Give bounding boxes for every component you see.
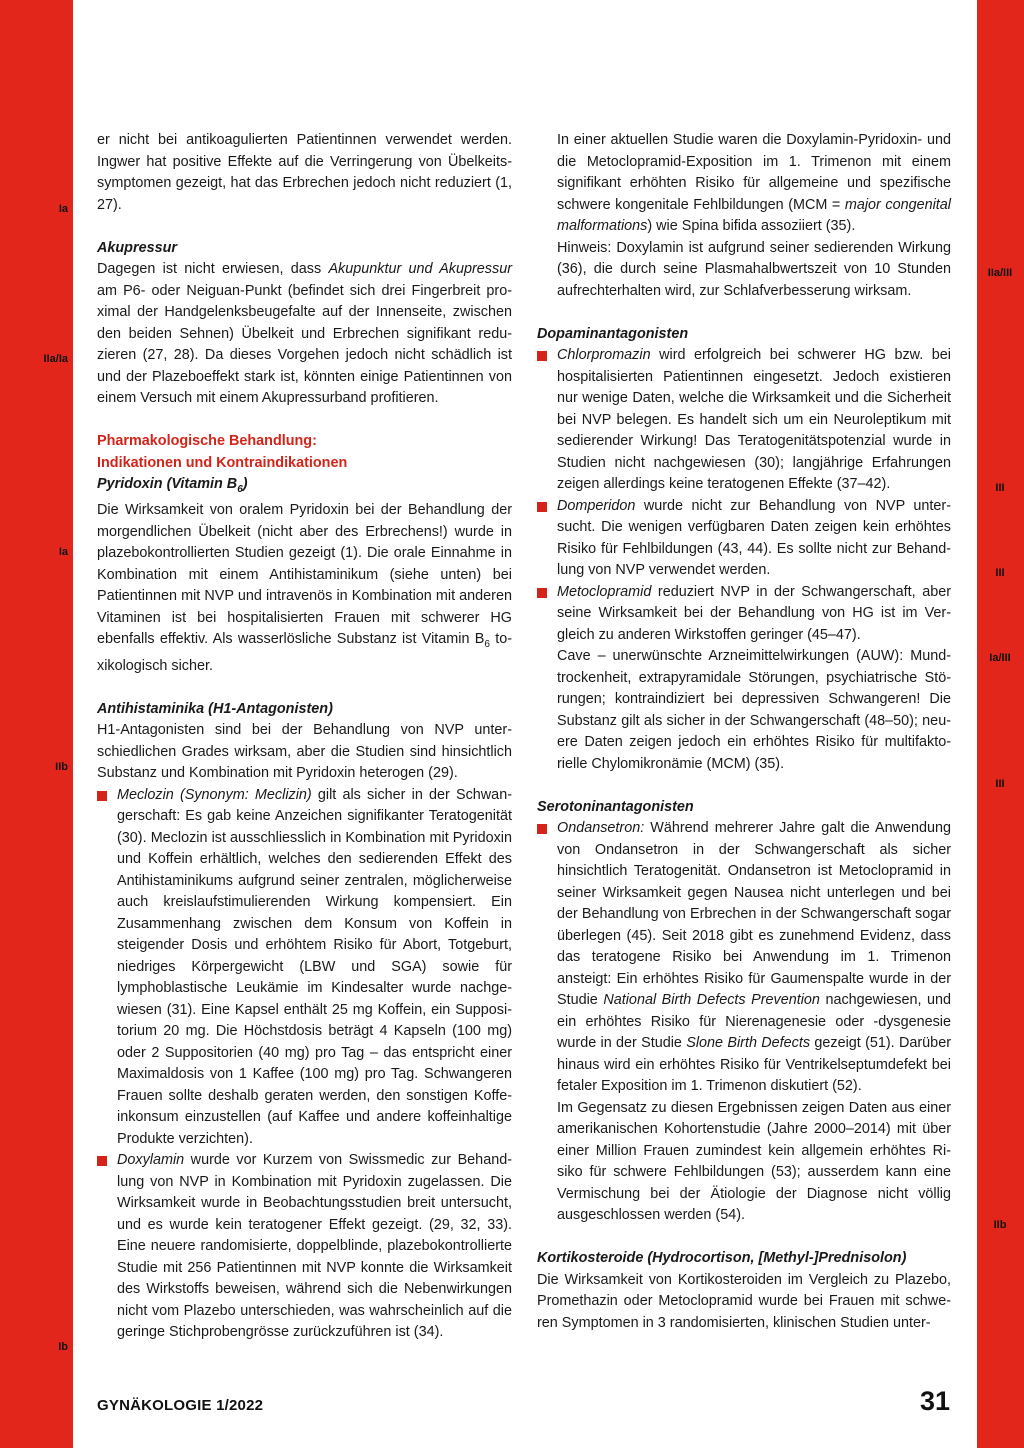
paragraph: Die Wirksamkeit von oralem Pyridoxin bei der Behandlung der morgendlichen Übelkeit (nicht aber des Erbrechens!) wurde in plazebokontrollierten Studien gezeigt (1). Die orale Einnahme in Kombination mit einem Antihistaminikum (siehe unten) bei Patientinnen mit NVP und intravenös in Kombination mit anderen Vitaminen ist bei hospitalisierten Frauen mit schwerer HG ebenfalls effektiv. Als wasserlösliche Substanz ist Vitamin $B_6$ toxikologisch sicher.: [97, 502, 513, 674]
bullet-item: Metoclopramid reduziert NVP in der Schwangerschaft, aber seine Wirksamkeit bei der Behandlung von HG ist im Vergleich zu anderen Wirkstoffen geringer (45–47). Cave – unerwünschte Arzneimittelwirkungen (AUW): Mundtrockenheit, extrapyramidale Störungen, psychiatrische Störungen; kontraindiziert bei depressiven Schwangeren! Die Substanz gilt als sicher in der Schwangerschaft (48–50); neuere Daten zeigen jedoch ein erhöhtes Risiko für multifaktorielle Chylomikronämie (MCM) (35).: [537, 582, 951, 776]
drug-name: Ondansetron:: [557, 820, 645, 836]
evidence-level-label: IIa/III: [987, 267, 1013, 279]
section-heading-red: Pharmakologische Behandlung:: [97, 433, 317, 449]
subsection-heading: Dopaminantagonisten: [537, 325, 689, 342]
paragraph: Dagegen ist nicht erwiesen, dass Akupunktur und Akupressur am P6- oder Neiguan-Punkt (befindet sich drei Fingerbreit proximal der Handgelenksbeugefalte auf der Innenseite, zwischen den beiden Sehnen) Übelkeit und Erbrechen signifikant reduzieren (27, 28). Da dieses Vorgehen jedoch nicht schädlich ist und der Plazeboeffekt stark ist, könnten einige Patientinnen von einem Versuch mit einem Akupressurband profitieren.: [97, 261, 512, 406]
paragraph: Cave – unerwünschte Arzneimittelwirkungen (AUW): Mundtrockenheit, extrapyramidale Störungen, psychiatrische Störungen; kontraindiziert bei depressiven Schwangeren! Die Substanz gilt als sicher in der Schwangerschaft (48–50); neuere Daten zeigen jedoch ein erhöhtes Risiko für multifaktorielle Chylomikronämie (MCM) (35).: [557, 648, 951, 772]
drug-name: Chlorpromazin: [557, 347, 651, 363]
paragraph: Hinweis: Doxylamin ist aufgrund seiner sedierenden Wirkung (36), die durch seine Plasmahalbwertszeit von 10 Stunden aufrechterhalten wird, zur Schlafverbesserung wirksam.: [557, 239, 951, 299]
bullet-square: [537, 588, 547, 598]
subsection-heading: Serotoninantagonisten: [537, 798, 694, 815]
bullet-square: [537, 502, 547, 512]
right-text-column: [537, 130, 951, 1334]
bullet-item: Chlorpromazin wird erfolgreich bei schwerer HG bzw. bei hospitalisierten Patientinnen eingesetzt. Jedoch existieren nur wenige Daten, welche die Wirksamkeit und die Sicherheit bei NVP belegen. Es handelt sich um ein Neuroleptikum mit sedierender Wirkung! Das Teratogenitätspotenzial wurde in Studien nicht nachgewiesen (30); langjährige Erfahrungen zeigen allerdings keine teratogenen Effekte (37–42).: [537, 345, 951, 496]
left-margin-bar: [0, 0, 73, 1448]
evidence-level-label: IIa/Ia: [43, 353, 68, 365]
section-heading-red: Indikationen und Kontraindikationen: [97, 454, 348, 471]
evidence-level-label: III: [995, 482, 1005, 494]
paragraph: er nicht bei antikoagulierten Patientinnen verwendet werden. Ingwer hat positive Effekte auf die Verringerung von Übelkeitssymptomen gezeigt, hat das Erbrechen jedoch nicht reduziert (1, 27).: [97, 132, 512, 213]
page-number: 31: [920, 1386, 951, 1416]
bullet-square: [97, 791, 107, 801]
bullet-square: [97, 1156, 107, 1166]
paragraph: In einer aktuellen Studie waren die Doxylamin-Pyridoxin- und die Metoclopramid-Exposition im 1. Trimenon mit einem signifikant erhöhten Risiko für allgemeine und spezifische schwere kongenitale Fehlbildungen (MCM = major congenital malformations) wie Spina bifida assoziiert (35).: [557, 132, 951, 234]
left-text-column: [97, 130, 512, 1344]
section-heading: Akupressur: [97, 239, 177, 256]
paragraph: H1-Antagonisten sind bei der Behandlung von NVP unterschiedlichen Grades wirksam, aber die Studien sind hinsichtlich Substanz und Kombination mit Pyridoxin heterogen (29).: [97, 722, 512, 782]
evidence-level-label: III: [995, 778, 1005, 790]
bullet-item: Doxylamin wurde vor Kurzem von Swissmedic zur Behandlung von NVP in Kombination mit Pyridoxin zugelassen. Die Wirksamkeit wurde in Beobachtungsstudien breit untersucht, und es wurde kein teratogener Effekt gezeigt. (29, 32, 33). Eine neuere randomisierte, doppelblinde, plazebokontrollierte Studie mit 256 Patientinnen mit NVP konnte die Wirksamkeit des Wirkstoffs beweisen, während sich die Nebenwirkungen nicht vom Plazebo unterschieden, was wahrscheinlich auf die geringe Stichprobengrösse zurückzuführen ist (34).: [97, 1150, 512, 1344]
evidence-level-label: Ia: [58, 203, 68, 215]
subsection-heading: Kortikosteroide (Hydrocortison, [Methyl-]Prednisolon): [537, 1250, 907, 1266]
bullet-item: Ondansetron: Während mehrerer Jahre galt die Anwendung von Ondansetron in der Schwangerschaft als sicher hinsichtlich Teratogenität. Ondansetron ist Metoclopramid in seiner Wirksamkeit gegen Nausea nicht unterlegen und bei der Behandlung von Erbrechen in der Schwangerschaft sogar überlegen (45). Seit 2018 gibt es zunehmend Evidenz, dass das teratogene Risiko bei Anwendung im 1. Trimenon ansteigt: Ein erhöhtes Risiko für Gaumenspalte wurde in der Studie National Birth Defects Prevention nachgewiesen, und ein erhöhtes Risiko für Nierenagenesie oder -dysgenesie wurde in der Studie Slone Birth Defects gezeigt (51). Darüber hinaus wird ein erhöhtes Risiko für Ventrikelseptumdefekt bei fetaler Exposition im 1. Trimenon diskutiert (52). Im Gegensatz zu diesen Ergebnissen zeigen Daten aus einer amerikanischen Kohortenstudie (Jahre 2000–2014) mit über einer Million Frauen zumindest kein allgemein erhöhtes Risiko für schwere Fehlbildungen (53); ausserdem kann eine Vermischung bei der Ätiologie der Diagnose nicht völlig ausgeschlossen werden (54).: [537, 818, 951, 1227]
evidence-level-label: III: [995, 567, 1005, 579]
bullet-square: [537, 351, 547, 361]
bullet-item: Domperidon wurde nicht zur Behandlung von NVP untersucht. Die wenigen verfügbaren Daten zeigen kein erhöhtes Risiko für Fehlbildungen (43, 44). Es sollte nicht zur Behandlung von NVP verwendet werden.: [537, 496, 951, 582]
evidence-level-label: Ia: [58, 546, 68, 558]
drug-name: Doxylamin: [117, 1152, 185, 1169]
drug-name: Domperidon: [557, 497, 636, 514]
subsection-heading: Pyridoxin (Vitamin $B_6$): [97, 476, 248, 495]
paragraph: Im Gegensatz zu diesen Ergebnissen zeigen Daten aus einer amerikanischen Kohortenstudie (Jahre 2000–2014) mit über einer Million Frauen zumindest kein allgemein erhöhtes Risiko für schwere Fehlbildungen (53); ausserdem kann eine Vermischung bei der Ätiologie der Diagnose nicht völlig ausgeschlossen werden (54).: [557, 1099, 951, 1223]
evidence-level-label: IIb: [55, 761, 68, 773]
subsection-heading: Antihistaminika (H1-Antagonisten): [97, 700, 333, 717]
drug-name: Meclozin (Synonym: Meclizin): [117, 786, 312, 803]
bullet-item: Meclozin (Synonym: Meclizin) gilt als sicher in der Schwangerschaft: Es gab keine Anzeichen signifikanter Teratogenität (30). Meclozin ist ausschliesslich in Kombination mit Pyridoxin und Koffein erhältlich, welches den sedierenden Effekt des Antihistaminikums aufgrund seiner zentralen, möglicherweise auch kreislaufstimulierenden Wirkung kompensiert. Ein Zusammenhang zwischen dem Konsum von Koffein in steigender Dosis und erhöhtem Risiko für Abort, Totgeburt, niedriges Körpergewicht (LBW und SGA) sowie für lymphoblastische Leukämie im Kindesalter wurde nachgewiesen (31). Eine Kapsel enthält 25 mg Koffein, ein Suppositorium 20 mg. Die Höchstdosis beträgt 4 Kapseln (100 mg) oder 2 Suppositorien (40 mg) pro Tag – das entspricht einer Maximaldosis von 1 Kaffee (100 mg) pro Tag. Schwangeren Frauen sollte deshalb geraten werden, den sonstigen Koffeinkonsum einzustellen (auf Kaffee und andere koffeinhaltige Produkte verzichten).: [97, 785, 512, 1151]
evidence-level-label: IIb: [993, 1219, 1007, 1231]
journal-issue-label: GYNÄKOLOGIE 1/2022: [97, 1397, 264, 1414]
evidence-level-label: Ia/III: [989, 652, 1011, 664]
paragraph: Die Wirksamkeit von Kortikosteroiden im Vergleich zu Plazebo, Promethazin oder Metoclopramid wurde bei Frauen mit schweren Symptomen in 3 randomisierten, klinischen Studien unter-: [537, 1271, 951, 1331]
evidence-level-label: Ib: [58, 1341, 68, 1353]
bullet-square: [537, 824, 547, 834]
drug-name: Metoclopramid: [557, 583, 652, 600]
